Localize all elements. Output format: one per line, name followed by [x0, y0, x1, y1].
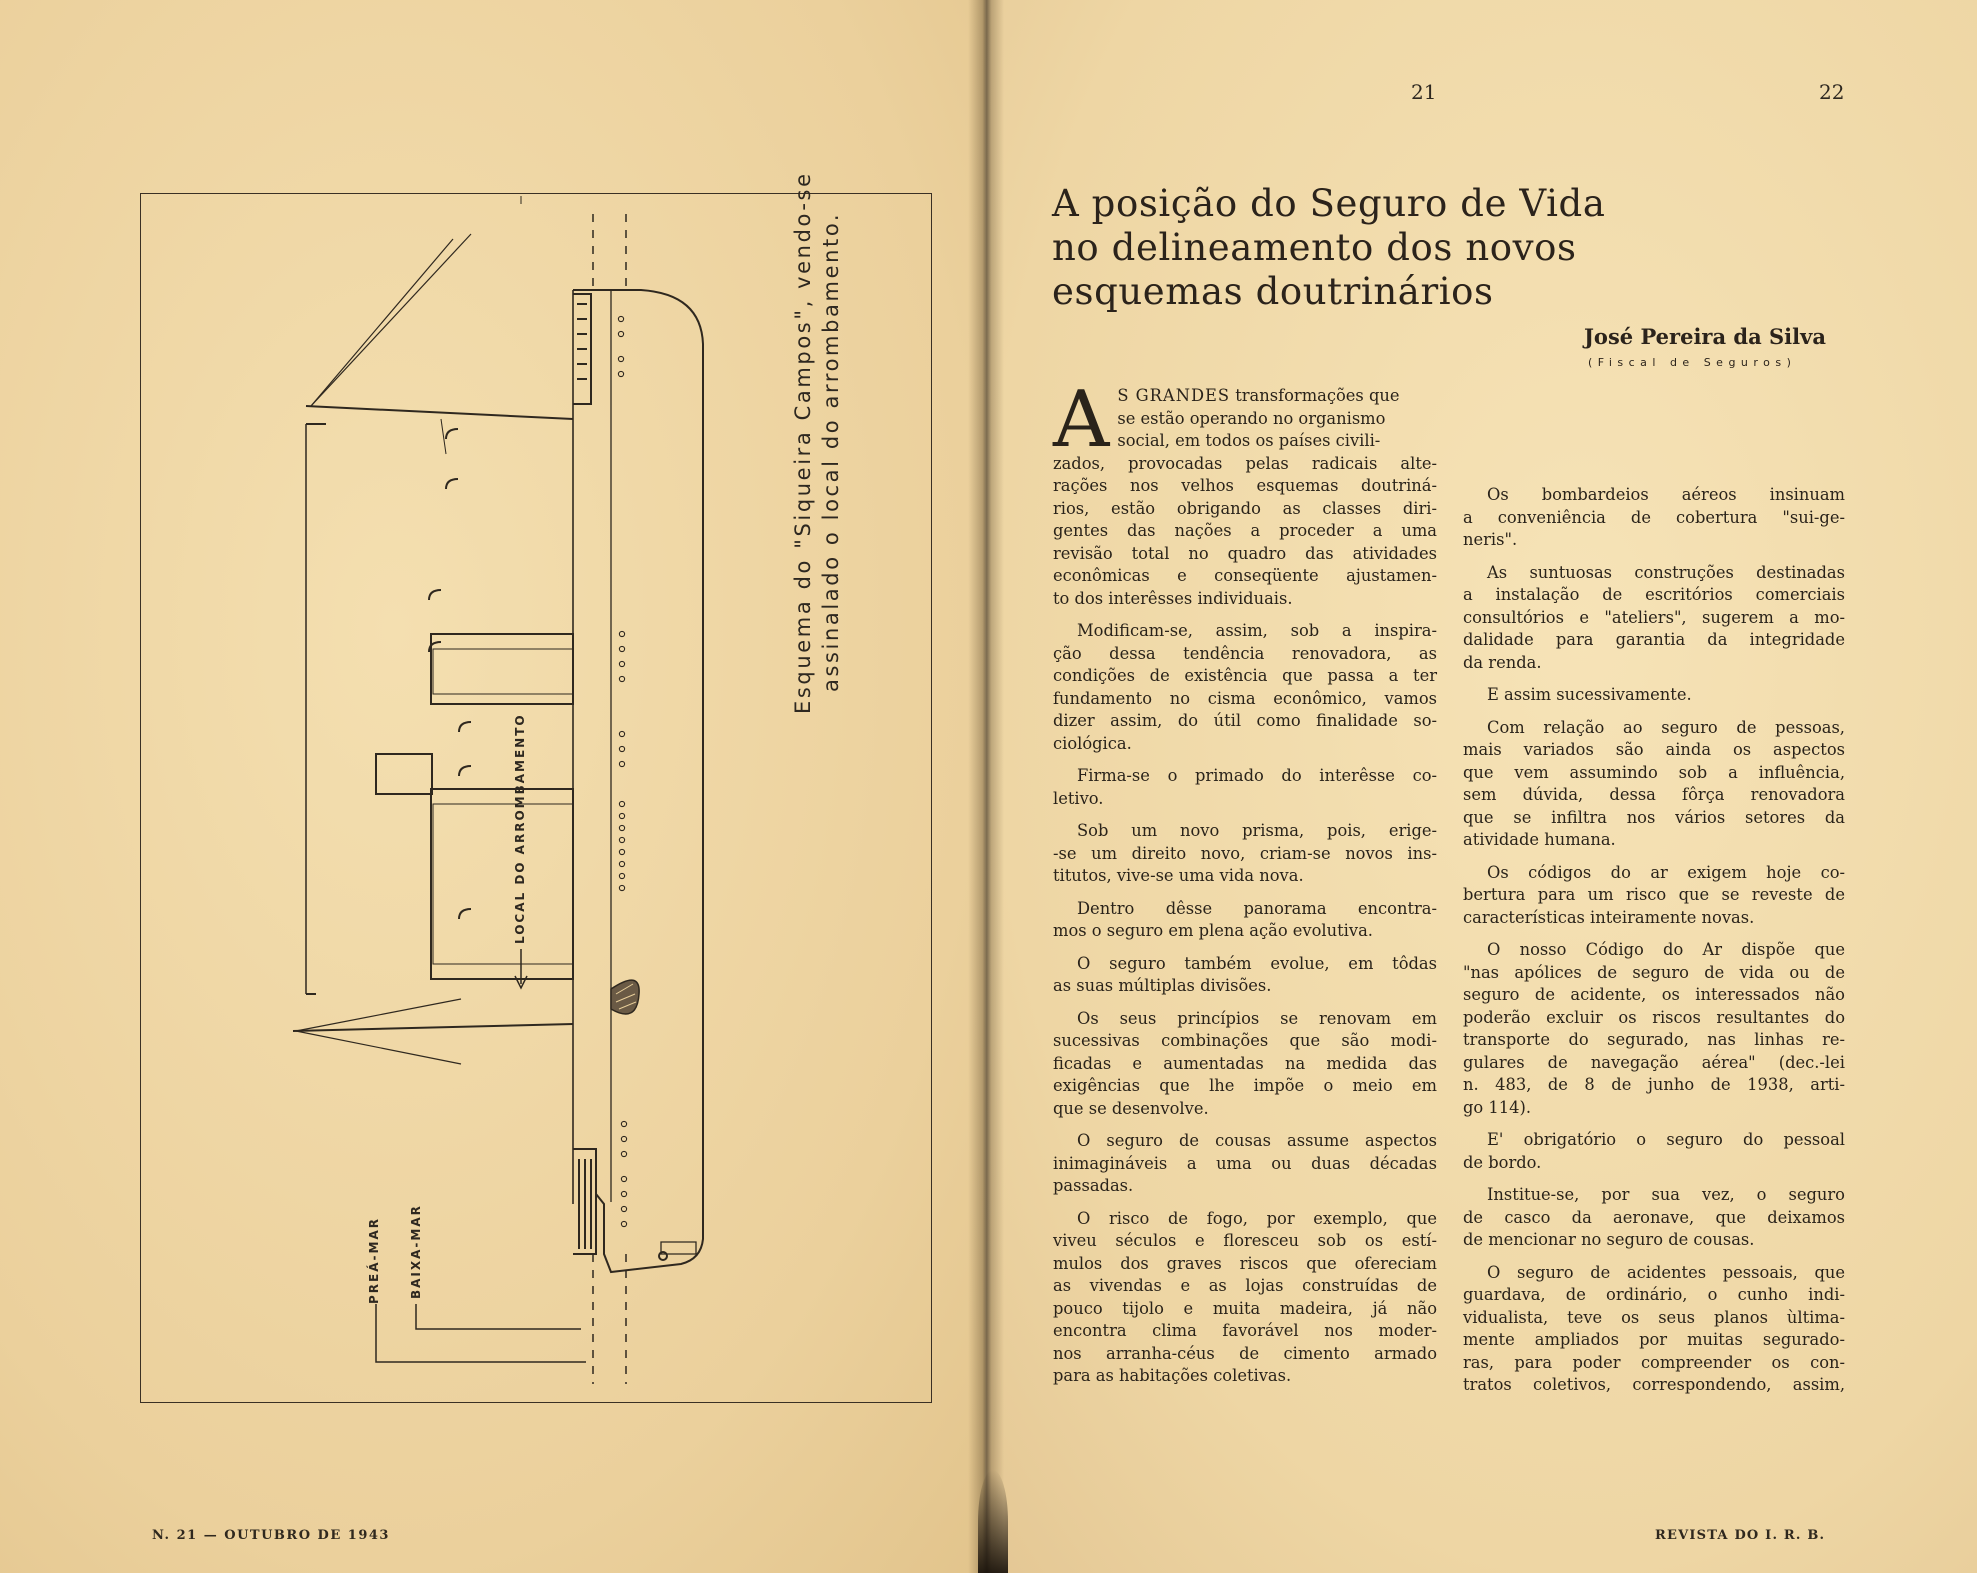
label-prea-mar: PREÁ-MAR	[367, 1217, 381, 1304]
paragraph: Os códigos do ar exigem hoje co- bertura para um risco que se reveste de características inteiramente novas.	[1463, 862, 1845, 927]
text-column-2	[1463, 484, 1845, 1397]
page-number-21: 21	[1411, 80, 1437, 104]
paragraph: O seguro de cousas assume aspectos inimagináveis a uma ou duas décadas passadas.	[1053, 1131, 1437, 1195]
paragraph: A S GRANDES transformações que se estão operando no organismo social, em todos os países civili- zados, provocadas pelas radicais alte- rações nos velhos esquemas doutriná- rios, estão obrigando as classes diri- gentes das nações a proceder a uma revisão total no quadro das atividades econômicas e conseqüente ajustamen- to dos interêsses individuais.	[1053, 375, 1437, 608]
author-name: José Pereira da Silva	[1584, 324, 1826, 349]
drop-cap: A	[1053, 375, 1110, 465]
paragraph: As suntuosas construções destinadas a instalação de escritórios comerciais consultórios e "ateliers", sugerem a mo- dalidade para garantia da integridade da renda.	[1463, 562, 1845, 672]
paragraph: Os bombardeios aéreos insinuam a conveniência de cobertura "sui-ge- neris".	[1463, 485, 1845, 549]
paragraph: O risco de fogo, por exemplo, que viveu séculos e floresceu sob os estí- mulos dos graves riscos que ofereciam as vivendas e as lojas construídas de pouco tijolo e muita madeira, já não encontra clima favorável nos moder- nos arranha-céus de cimento armado para as habitações coletivas.	[1053, 1208, 1437, 1385]
title-line: A posição do Seguro de Vida	[1052, 182, 1606, 225]
paragraph: O nosso Código do Ar dispõe que "nas apólices de seguro de vida ou de seguro de acidente, os interessados não poderão excluir os riscos resultantes do transporte do segurado, nas linhas re- gulares de navegação aérea" (dec.-lei n. 483, de 8 de junho de 1938, arti- go 114).	[1463, 940, 1845, 1117]
title-line: no delineamento dos novos	[1052, 226, 1577, 269]
paragraph: Modificam-se, assim, sob a inspira- ção dessa tendência renovadora, as condições de existência que passa a ter fundamento no cisma econômico, vamos dizer assim, do útil como finalidade so- ciológica.	[1053, 621, 1437, 753]
title-line: esquemas doutrinários	[1052, 270, 1494, 313]
small-caps-lead: S GRANDES	[1117, 386, 1231, 405]
paragraph: E' obrigatório o seguro do pessoal de bordo.	[1463, 1130, 1845, 1172]
paragraph: E assim sucessivamente.	[1487, 685, 1692, 704]
text-column-1	[1053, 375, 1437, 1388]
paragraph: Institue-se, por sua vez, o seguro de casco da aeronave, que deixamos de mencionar no seguro de cousas.	[1463, 1185, 1845, 1249]
paragraph: Firma-se o primado do interêsse co- letivo.	[1053, 766, 1437, 808]
paragraph: Sob um novo prisma, pois, erige- -se um direito novo, criam-se novos ins- titutos, vive-se uma vida nova.	[1053, 821, 1437, 885]
author-role: (Fiscal de Seguros)	[1588, 356, 1797, 369]
paragraph: Os seus princípios se renovam em sucessivas combinações que são modi- ficadas e aumentadas na medida das exigências que lhe impõe o meio em que se desenvolve.	[1053, 1008, 1437, 1118]
paragraph: Dentro dêsse panorama encontra- mos o seguro em plena ação evolutiva.	[1053, 898, 1437, 940]
paragraph: O seguro também evolue, em tôdas as suas múltiplas divisões.	[1053, 953, 1437, 995]
label-local-arrombamento: LOCAL DO ARROMBAMENTO	[513, 713, 527, 944]
ship-figure-frame	[140, 171, 932, 1403]
gutter-shadow	[978, 1470, 1008, 1573]
paragraph: Com relação ao seguro de pessoas, mais variados são ainda os aspectos que vem assumindo sob a influência, sem dúvida, dessa fôrça renovadora que se infiltra nos vários setores da atividade humana.	[1463, 717, 1845, 849]
article-title	[1052, 182, 1672, 314]
paragraph: O seguro de acidentes pessoais, que guardava, de ordinário, o cunho indi- vidualista, teve os seus planos ùltima- mente ampliados por muitas segurado- ras, para poder compreender os con- tratos coletivos, correspondendo, assim,	[1463, 1262, 1845, 1394]
page-number-22: 22	[1819, 80, 1845, 104]
figure-caption-line-1: Esquema do "Siqueira Campos", vendo-se	[791, 171, 815, 714]
breach-mark	[611, 980, 639, 1014]
footer-publication: REVISTA DO I. R. B.	[1655, 1528, 1826, 1543]
figure-caption-line-2: assinalado o local do arrombamento.	[819, 211, 843, 692]
label-baixa-mar: BAIXA-MAR	[409, 1204, 423, 1299]
book-gutter	[968, 0, 1004, 1573]
footer-issue: N. 21 — OUTUBRO DE 1943	[152, 1528, 390, 1543]
